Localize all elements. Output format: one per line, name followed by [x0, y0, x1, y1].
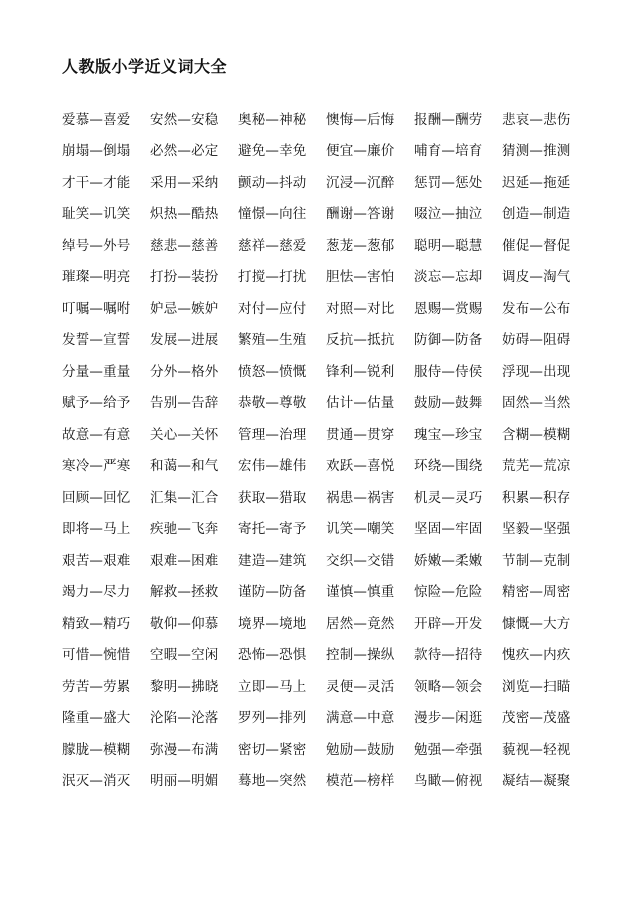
synonym-pair: 猜测—推测	[502, 143, 571, 160]
synonym-pair: 恐怖—恐惧	[238, 647, 307, 664]
synonym-row	[62, 165, 590, 197]
synonym-row	[62, 606, 590, 638]
synonym-pair: 憧憬—向往	[238, 206, 307, 223]
synonym-pair: 叮嘱—嘱咐	[62, 300, 131, 317]
synonym-pair: 妨碍—阻碍	[502, 332, 571, 349]
synonym-pair: 荒芜—荒凉	[502, 458, 571, 475]
synonym-pair: 获取—猎取	[238, 489, 307, 506]
synonym-pair: 朦胧—模糊	[62, 741, 131, 758]
synonym-pair: 立即—马上	[238, 678, 307, 695]
synonym-pair: 迟延—拖延	[502, 174, 571, 191]
synonym-row	[62, 512, 590, 544]
synonym-pair: 反抗—抵抗	[326, 332, 395, 349]
document-title: 人教版小学近义词大全	[62, 57, 228, 76]
synonym-pair: 坚毅—坚强	[502, 521, 571, 538]
synonym-pair: 懊悔—后悔	[326, 111, 395, 128]
synonym-row	[62, 449, 590, 481]
synonym-pair: 竭力—尽力	[62, 584, 131, 601]
synonym-pair: 聪明—聪慧	[414, 237, 483, 254]
synonym-pair: 发展—进展	[150, 332, 219, 349]
synonym-pair: 打搅—打扰	[238, 269, 307, 286]
synonym-pair: 锋利—锐利	[326, 363, 395, 380]
synonym-pair: 悲哀—悲伤	[502, 111, 571, 128]
synonym-pair: 境界—境地	[238, 615, 307, 632]
synonym-pair: 发布—公布	[502, 300, 571, 317]
synonym-pair: 啜泣—抽泣	[414, 206, 483, 223]
synonym-pair: 可惜—惋惜	[62, 647, 131, 664]
synonym-pair: 漫步—闲逛	[414, 710, 483, 727]
synonym-pair: 勉强—牵强	[414, 741, 483, 758]
synonym-pair: 爱慕—喜爱	[62, 111, 131, 128]
synonym-pair: 报酬—酬劳	[414, 111, 483, 128]
synonym-pair: 繁殖—生殖	[238, 332, 307, 349]
synonym-pair: 酬谢—答谢	[326, 206, 395, 223]
synonym-pair: 凝结—凝聚	[502, 773, 571, 790]
synonym-pair: 寒冷—严寒	[62, 458, 131, 475]
synonym-pair: 打扮—装扮	[150, 269, 219, 286]
synonym-row	[62, 354, 590, 386]
synonym-pair: 欢跃—喜悦	[326, 458, 395, 475]
synonym-pair: 满意—中意	[326, 710, 395, 727]
synonym-pair: 鸟瞰—俯视	[414, 773, 483, 790]
synonym-pair: 管理—治理	[238, 426, 307, 443]
synonym-pair: 估计—估量	[326, 395, 395, 412]
synonym-pair: 节制—克制	[502, 552, 571, 569]
synonym-pair: 关心—关怀	[150, 426, 219, 443]
synonym-row	[62, 260, 590, 292]
synonym-pair: 防御—防备	[414, 332, 483, 349]
synonym-pair: 泯灭—消灭	[62, 773, 131, 790]
synonym-pair: 寄托—寄予	[238, 521, 307, 538]
synonym-pair: 慈祥—慈爱	[238, 237, 307, 254]
synonym-pair: 含糊—模糊	[502, 426, 571, 443]
synonym-pair: 必然—必定	[150, 143, 219, 160]
synonym-pair: 藐视—轻视	[502, 741, 571, 758]
synonym-pair: 服侍—侍侯	[414, 363, 483, 380]
synonym-row	[62, 197, 590, 229]
synonym-pair: 谨防—防备	[238, 584, 307, 601]
synonym-pair: 告别—告辞	[150, 395, 219, 412]
synonym-row	[62, 323, 590, 355]
synonym-pair: 采用—采纳	[150, 174, 219, 191]
synonym-row	[62, 134, 590, 166]
synonym-pair: 劳苦—劳累	[62, 678, 131, 695]
synonym-pair: 便宜—廉价	[326, 143, 395, 160]
synonym-pair: 讥笑—嘲笑	[326, 521, 395, 538]
synonym-row	[62, 669, 590, 701]
synonym-pair: 沦陷—沦落	[150, 710, 219, 727]
synonym-pair: 恩赐—赏赐	[414, 300, 483, 317]
synonym-pair: 茂密—茂盛	[502, 710, 571, 727]
synonym-pair: 炽热—酷热	[150, 206, 219, 223]
synonym-pair: 妒忌—嫉妒	[150, 300, 219, 317]
synonym-row	[62, 575, 590, 607]
synonym-pair: 愤怒—愤慨	[238, 363, 307, 380]
synonym-row	[62, 638, 590, 670]
synonym-pair: 回顾—回忆	[62, 489, 131, 506]
synonym-pair: 控制—操纵	[326, 647, 395, 664]
synonym-pair: 分外—格外	[150, 363, 219, 380]
synonym-pair: 固然—当然	[502, 395, 571, 412]
synonym-pair: 罗列—排列	[238, 710, 307, 727]
synonym-pair: 款待—招待	[414, 647, 483, 664]
synonym-pair: 鼓励—鼓舞	[414, 395, 483, 412]
synonym-pair: 慷慨—大方	[502, 615, 571, 632]
synonym-pair: 催促—督促	[502, 237, 571, 254]
synonym-pair: 赋予—给予	[62, 395, 131, 412]
synonym-pair: 才干—才能	[62, 174, 131, 191]
synonym-pair: 祸患—祸害	[326, 489, 395, 506]
synonym-row	[62, 291, 590, 323]
synonym-pair: 隆重—盛大	[62, 710, 131, 727]
synonym-pair: 灵便—灵活	[326, 678, 395, 695]
synonym-pair: 弥漫—布满	[150, 741, 219, 758]
synonym-pair: 葱茏—葱郁	[326, 237, 395, 254]
synonym-pair: 慈悲—慈善	[150, 237, 219, 254]
synonym-pair: 沉浸—沉醉	[326, 174, 395, 191]
synonym-row	[62, 764, 590, 796]
synonym-pair: 发誓—宣誓	[62, 332, 131, 349]
synonym-pair: 汇集—汇合	[150, 489, 219, 506]
synonym-pair: 浮现—出现	[502, 363, 571, 380]
synonym-pair: 避免—幸免	[238, 143, 307, 160]
synonym-pair: 浏览—扫瞄	[502, 678, 571, 695]
synonym-row	[62, 701, 590, 733]
synonym-pair: 分量—重量	[62, 363, 131, 380]
synonym-row	[62, 228, 590, 260]
synonym-pair: 贯通—贯穿	[326, 426, 395, 443]
synonym-pair: 坚固—牢固	[414, 521, 483, 538]
synonym-pair: 模范—榜样	[326, 773, 395, 790]
synonym-pair: 艰难—困难	[150, 552, 219, 569]
synonym-pair: 精密—周密	[502, 584, 571, 601]
synonym-pair: 恭敬—尊敬	[238, 395, 307, 412]
synonym-pair: 故意—有意	[62, 426, 131, 443]
synonym-pair: 绰号—外号	[62, 237, 131, 254]
synonym-pair: 耻笑—讥笑	[62, 206, 131, 223]
synonym-pair: 建造—建筑	[238, 552, 307, 569]
synonym-pair: 黎明—拂晓	[150, 678, 219, 695]
synonym-pair: 机灵—灵巧	[414, 489, 483, 506]
synonym-pair: 对照—对比	[326, 300, 395, 317]
synonym-pair: 崩塌—倒塌	[62, 143, 131, 160]
synonym-pair: 调皮—淘气	[502, 269, 571, 286]
synonym-pair: 娇嫩—柔嫩	[414, 552, 483, 569]
synonym-pair: 蓦地—突然	[238, 773, 307, 790]
synonym-pair: 胆怯—害怕	[326, 269, 395, 286]
synonym-pair: 哺育—培育	[414, 143, 483, 160]
synonym-row	[62, 386, 590, 418]
synonym-pair: 宏伟—雄伟	[238, 458, 307, 475]
synonym-pair: 颤动—抖动	[238, 174, 307, 191]
synonym-pair: 安然—安稳	[150, 111, 219, 128]
synonym-pair: 交织—交错	[326, 552, 395, 569]
synonym-pair: 空暇—空闲	[150, 647, 219, 664]
synonym-pair: 勉励—鼓励	[326, 741, 395, 758]
synonym-pair: 谨慎—慎重	[326, 584, 395, 601]
synonym-pair: 即将—马上	[62, 521, 131, 538]
synonym-pair: 对付—应付	[238, 300, 307, 317]
synonym-pair: 精致—精巧	[62, 615, 131, 632]
synonym-pair: 明丽—明媚	[150, 773, 219, 790]
synonym-row	[62, 480, 590, 512]
synonym-pair: 开辟—开发	[414, 615, 483, 632]
synonym-row	[62, 732, 590, 764]
synonym-pair: 创造—制造	[502, 206, 571, 223]
synonym-pair: 密切—紧密	[238, 741, 307, 758]
synonym-pair: 瑰宝—珍宝	[414, 426, 483, 443]
synonym-pair: 居然—竟然	[326, 615, 395, 632]
synonym-row	[62, 102, 590, 134]
synonym-pair: 疾驰—飞奔	[150, 521, 219, 538]
synonym-pair: 惩罚—惩处	[414, 174, 483, 191]
synonym-pair: 淡忘—忘却	[414, 269, 483, 286]
synonym-pair: 璀璨—明亮	[62, 269, 131, 286]
synonym-pair: 艰苦—艰难	[62, 552, 131, 569]
synonym-pair: 领略—领会	[414, 678, 483, 695]
synonym-pair: 愧疚—内疚	[502, 647, 571, 664]
synonym-pair: 环绕—围绕	[414, 458, 483, 475]
synonym-row	[62, 543, 590, 575]
synonym-pair: 解救—拯救	[150, 584, 219, 601]
synonym-pair: 和蔼—和气	[150, 458, 219, 475]
synonym-pair: 奥秘—神秘	[238, 111, 307, 128]
synonym-pair: 惊险—危险	[414, 584, 483, 601]
synonym-pair: 敬仰—仰慕	[150, 615, 219, 632]
synonym-pair: 积累—积存	[502, 489, 571, 506]
synonym-row	[62, 417, 590, 449]
synonym-list	[62, 102, 590, 795]
